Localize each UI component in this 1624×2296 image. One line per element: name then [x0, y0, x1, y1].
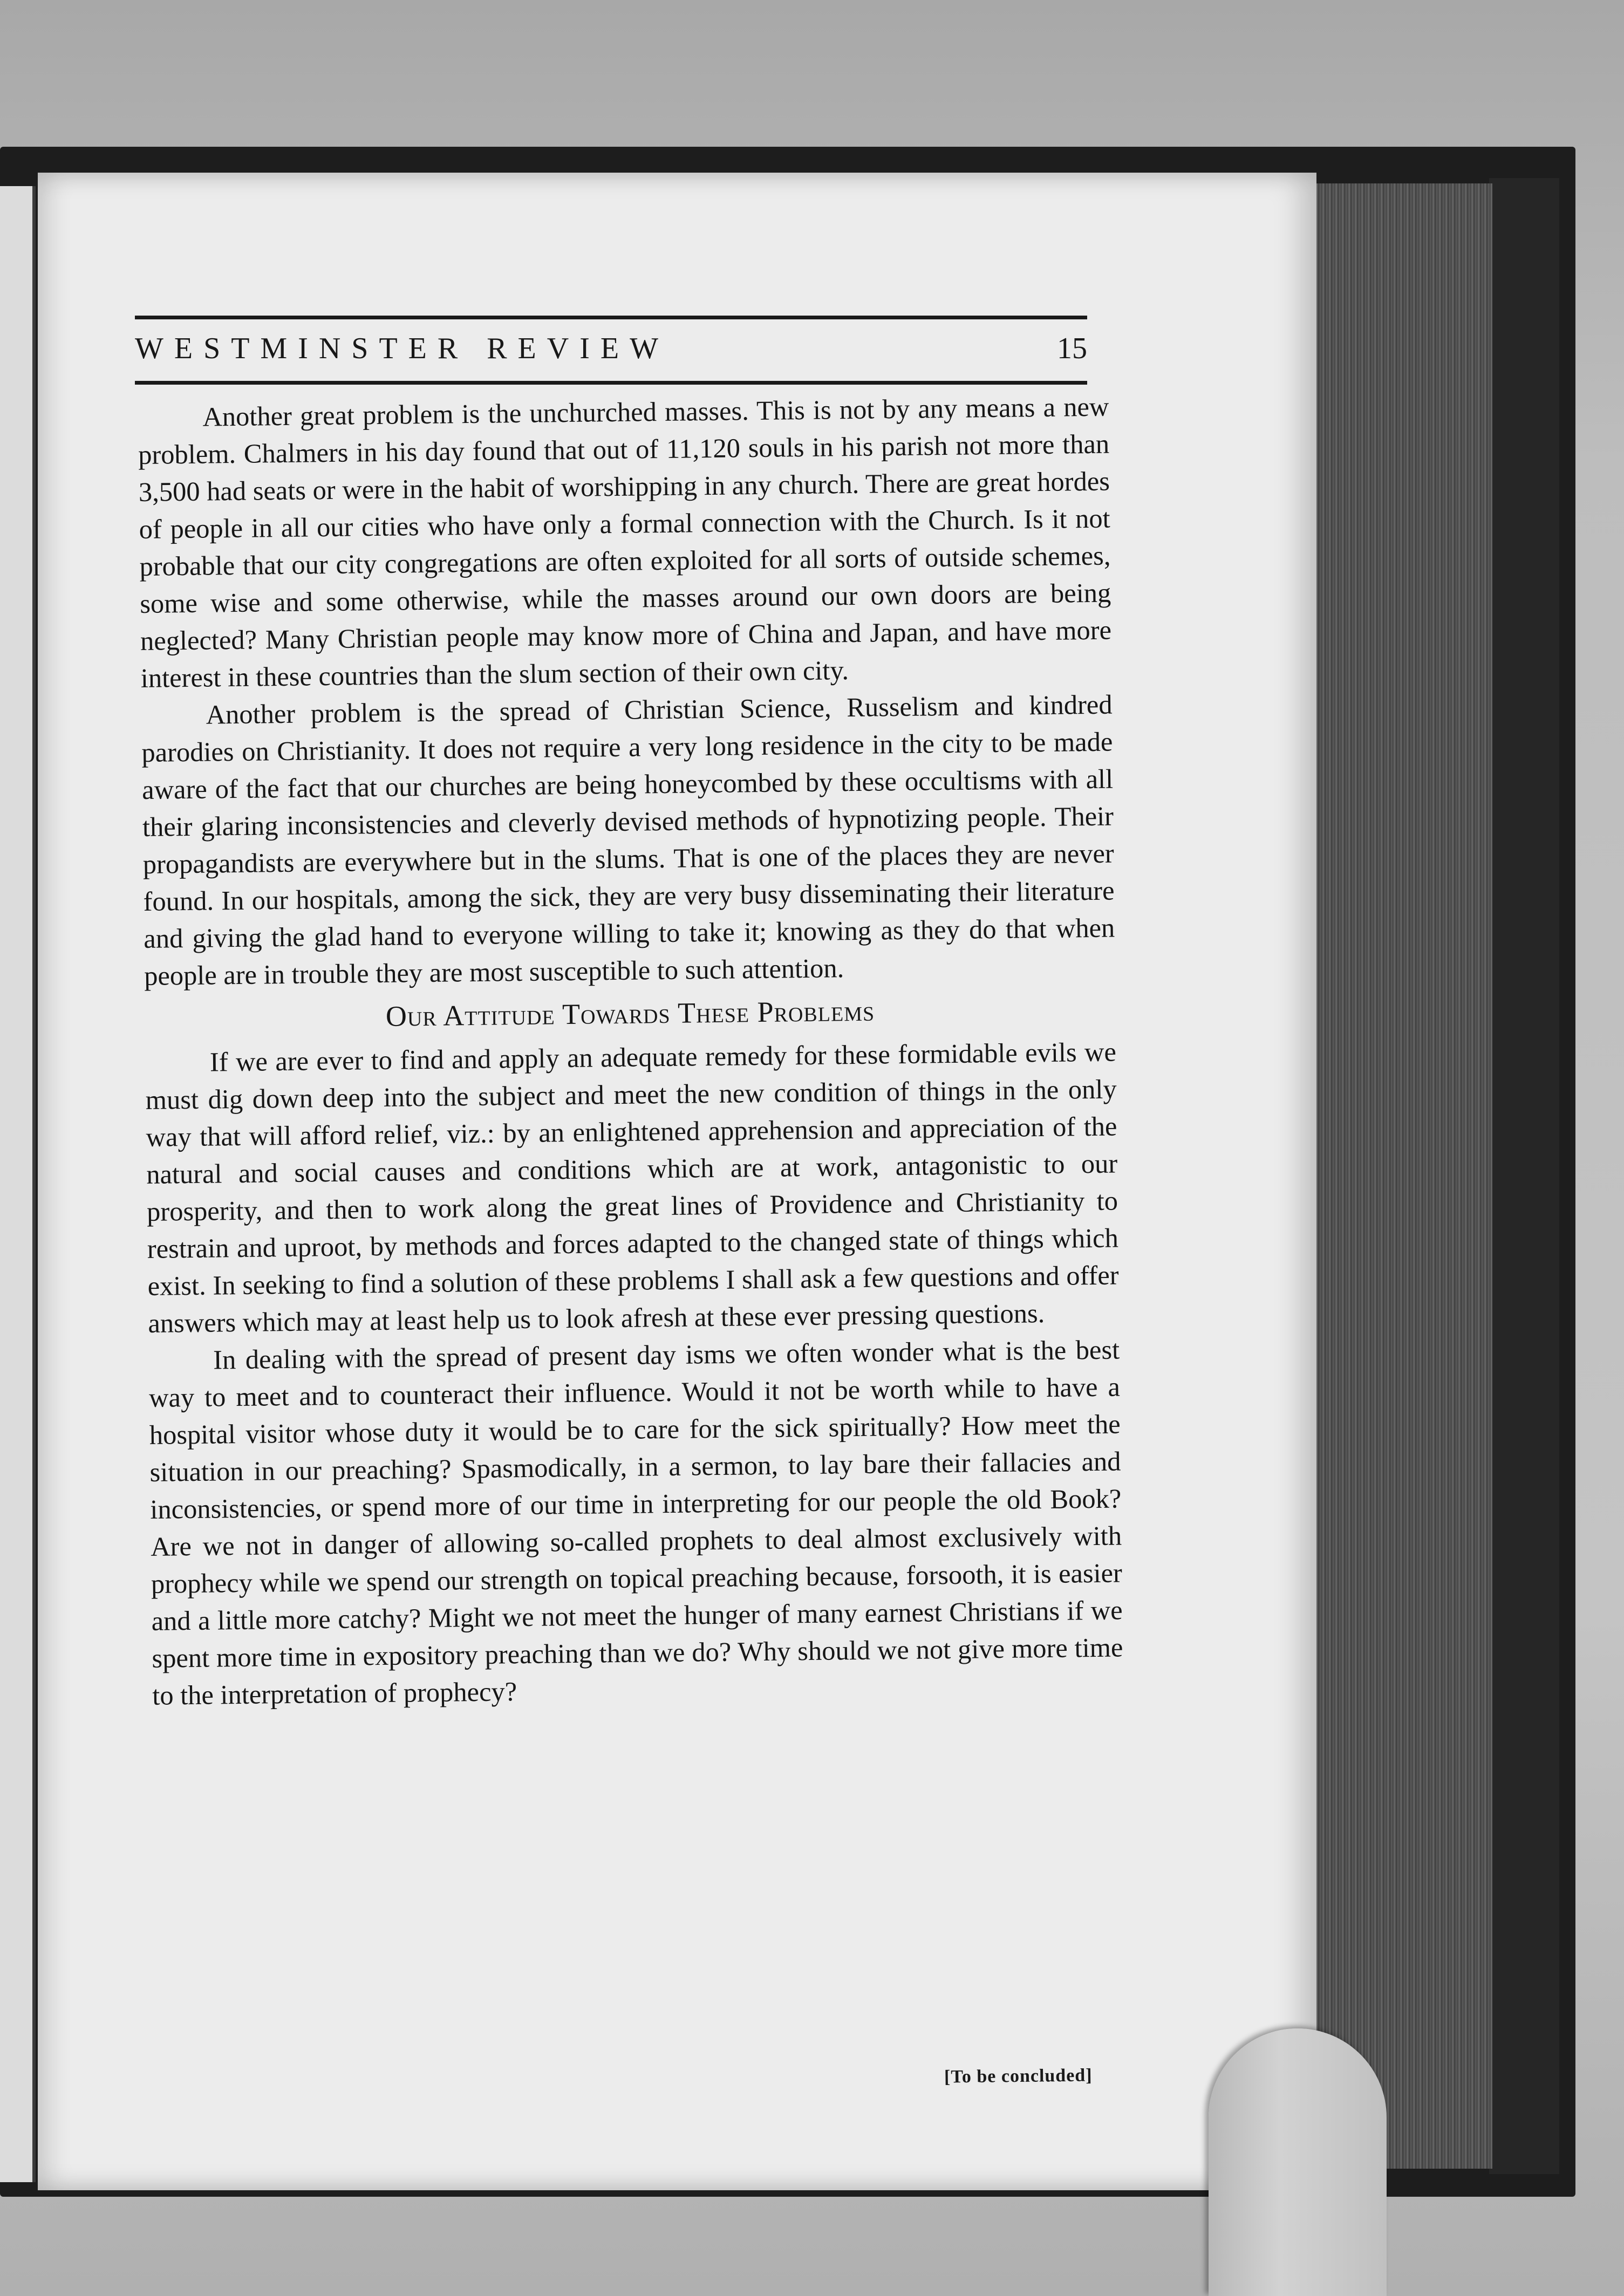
page-holder-clip	[1209, 2028, 1387, 2296]
journal-title: WESTMINSTER REVIEW	[135, 332, 669, 365]
book-spine-shadow	[1489, 178, 1559, 2174]
section-heading: Our Attitude Towards These Problems	[385, 994, 875, 1033]
continuation-note: [To be concluded]	[944, 2065, 1093, 2087]
running-header	[135, 316, 1087, 385]
article-body	[138, 388, 1124, 1714]
page-number: 15	[1057, 332, 1087, 365]
left-page-edge	[0, 186, 36, 2182]
paragraph-christian-science: Another problem is the spread of Christian Science, Russelism and kindred parodies on Christianity. It does not require a very long residence in the city to be made aware of the fact that our churches are being honeycombed by these occultisms with all their glaring inconsistencies and cleverly devised methods of hypnotizing people. Their propagandists are everywhere but in the slums. That is one of the places they are never found. In our hospitals, among the sick, they are very busy disseminating their literature and giving the glad hand to everyone willing to take it; knowing as they do that when people are in trouble they are most susceptible to such attention.	[141, 689, 1115, 991]
paragraph-isms: In dealing with the spread of present day isms we often wonder what is the best way to meet and to counteract their influence. Would it not be worth while to have a hospital visitor whose duty it would be to care for the sick spiritually? How meet the situation in our preaching? Spasmodically, in a sermon, to lay bare their fallacies and inconsistencies, or spend more of our time in interpreting for our people the old Book? Are we not in danger of allowing so-called prophets to deal almost exclusively with prophecy while we spend our strength on topical preaching because, forsooth, it is easier and a little more catchy? Might we not meet the hunger of many earnest Christians if we spent more time in expository preaching than we do? Why should we not give more time to the interpretation of prophecy?	[148, 1334, 1123, 1711]
paragraph-remedy: If we are ever to find and apply an adequate remedy for these formidable evils we must dig down deep into the subject and meet the new condition of things in the only way that will afford relief, viz.: by an enlightened apprehension and appreciation of the natural and social causes and conditions which are at work, antagonistic to our prosperity, and then to work along the great lines of Providence and Christianity to restrain and uproot, by methods and forces adapted to the changed state of things which exist. In seeking to find a solution of these problems I shall ask a few questions and offer answers which may at least help us to look afresh at these ever pressing questions.	[145, 1036, 1119, 1338]
page-edges	[1306, 183, 1492, 2169]
paragraph-unchurched-masses: Another great problem is the unchurched masses. This is not by any means a new problem. Chalmers in his day found that out of 11,120 souls in his parish not more than 3,500 had seats or were in the habit of worshipping in any church. There are great hordes of people in all our cities who have only a formal connection with the Church. Is it not probable that our city congregations are often exploited for all sorts of outside schemes, some wise and some otherwise, while the masses around our own doors are being neglected? Many Christian people may know more of China and Japan, and have more interest in these countries than the slum section of their own city.	[138, 391, 1112, 693]
